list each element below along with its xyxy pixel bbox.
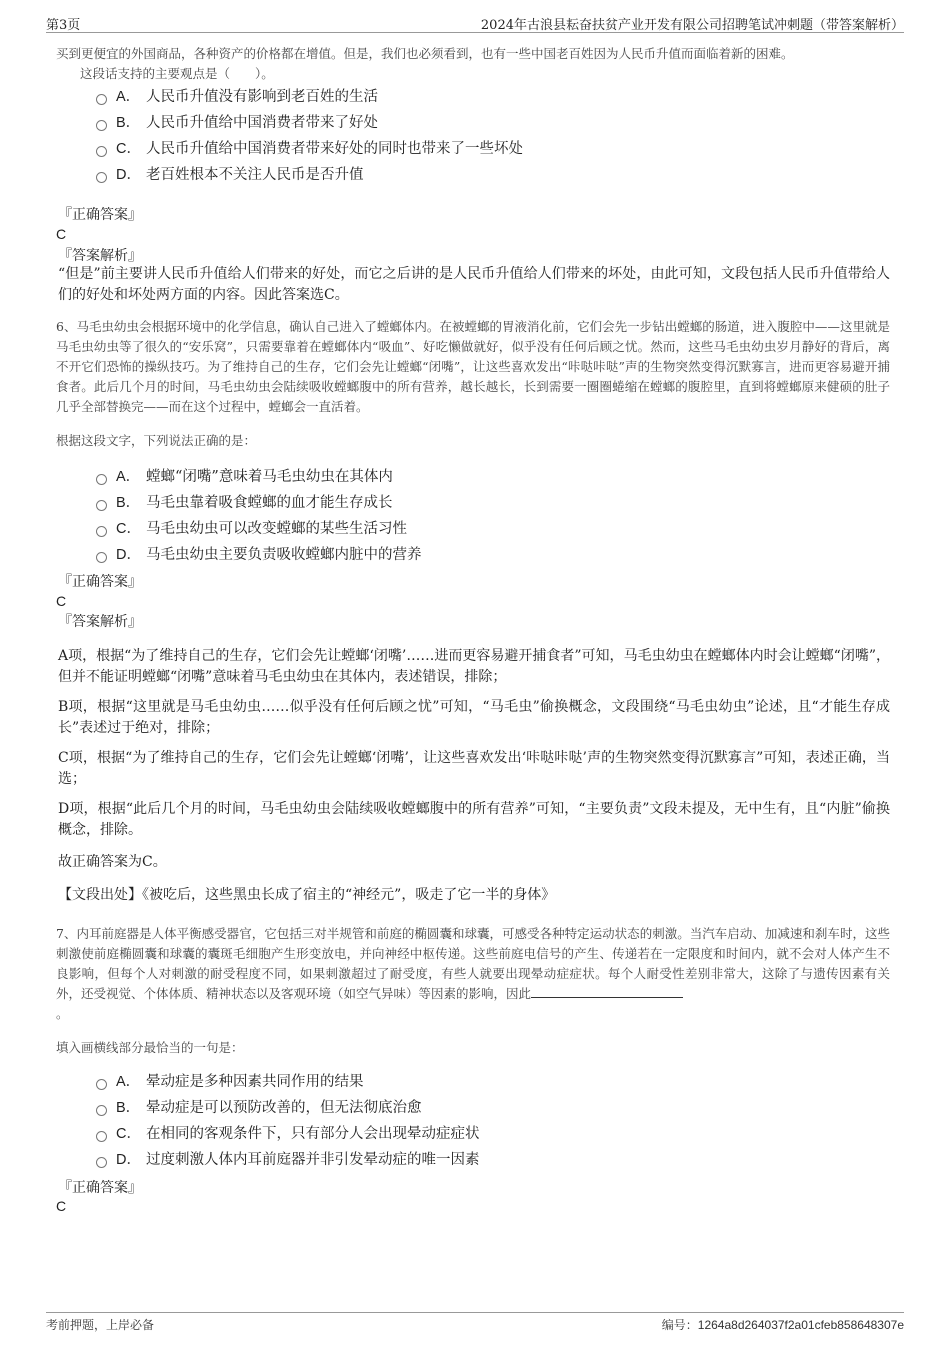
q5-answer-label: 『正确答案』 (58, 207, 142, 223)
q6-option-a[interactable]: A． 螳螂“闭嘴”意味着马毛虫幼虫在其体内 (96, 466, 393, 488)
document-title: 2024年古浪县耘奋扶贫产业开发有限公司招聘笔试冲刺题（带答案解析） (480, 18, 904, 33)
q5-analysis: “但是”前主要讲人民币升值给人们带来的好处，而它之后讲的是人民币升值给人们带来的坏处，由此可知，文段包括人民币升值带给人们的好处和坏处两方面的内容。因此答案选C。 (58, 266, 890, 303)
q7-option-d[interactable]: D． 过度刺激人体内耳前庭器并非引发晕动症的唯一因素 (96, 1149, 480, 1171)
q7-option-a[interactable]: A． 晕动症是多种因素共同作用的结果 (96, 1071, 364, 1093)
q6-passage: 6、马毛虫幼虫会根据环境中的化学信息，确认自己进入了螳螂体内。在被螳螂的胃液消化前，它们会先一步钻出螳螂的肠道，进入腹腔中——这里就是马毛虫幼虫等了很久的“安乐窝”，只需要靠着在螳螂体内“吸血”、好吃懒做就好，似乎没有任何后顾之忧。然而，这些马毛虫幼虫岁月静好的背后，离不开它们恐怖的操纵技巧。为了维持自己的生存，它们会先让螳螂“闭嘴”，让这些喜欢发出“咔哒咔哒”声的生物突然变得沉默寡言，进而更容易避开捕食者。此后几个月的时间，马毛虫幼虫会陆续吸收螳螂腹中的所有营养，越长越长，长到需要一圈圈蜷缩在螳螂的腹腔里，直到将螳螂原来健硕的肚子几乎全部替换完——而在这个过程中，螳螂会一直活着。 (56, 319, 890, 414)
q6-analysis-d: D项，根据“此后几个月的时间，马毛虫幼虫会陆续吸收螳螂腹中的所有营养”可知，“主要负责”文段未提及，无中生有，且“内脏”偷换概念，排除。 (58, 801, 890, 838)
q6-analysis-a: A项，根据“为了维持自己的生存，它们会先让螳螂‘闭嘴’……进而更容易避开捕食者”可知，马毛虫幼虫在螳螂体内时会让螳螂“闭嘴”，但并不能证明螳螂“闭嘴”意味着马毛虫幼虫在其体内，表述错误，排除； (58, 648, 890, 685)
q7-passage: 7、内耳前庭器是人体平衡感受器官，它包括三对半规管和前庭的椭圆囊和球囊，可感受各种特定运动状态的刺激。当汽车启动、加减速和刹车时，这些刺激使前庭椭圆囊和球囊的囊斑毛细胞产生形变放电，并向神经中枢传递。这些前庭电信号的产生、传递若在一定限度和时间内，就不会对人体产生不良影响，但每个人对刺激的耐受程度不同，如果刺激超过了耐受度，有些人就要出现晕动症症状。每个人耐受性差别非常大，这除了与遗传因素有关外，还受视觉、个体体质、精神状态以及客观环境（如空气异味）等因素的影响，因此 。 (56, 926, 890, 1021)
page-number: 第3页 (46, 18, 81, 33)
radio-icon[interactable] (96, 526, 107, 537)
q6-source: 【文段出处】《被吃后，这些黑虫长成了宿主的“神经元”，吸走了它一半的身体》 (58, 887, 556, 903)
radio-icon[interactable] (96, 474, 107, 485)
radio-icon[interactable] (96, 1131, 107, 1142)
radio-icon[interactable] (96, 146, 107, 157)
q6-answer: C (56, 593, 67, 609)
q6-answer-label: 『正确答案』 (58, 574, 142, 590)
q5-option-c[interactable]: C． 人民币升值给中国消费者带来好处的同时也带来了一些坏处 (96, 138, 523, 160)
q7-question: 填入画横线部分最恰当的一句是： (56, 1040, 244, 1055)
q5-analysis-label: 『答案解析』 (58, 248, 142, 264)
q6-analysis-label: 『答案解析』 (58, 614, 142, 630)
answer-blank (531, 985, 683, 998)
q6-analysis-c: C项，根据“为了维持自己的生存，它们会先让螳螂‘闭嘴’，让这些喜欢发出‘咔哒咔哒’声的生物突然变得沉默寡言”可知，表述正确，当选； (58, 750, 890, 787)
radio-icon[interactable] (96, 500, 107, 511)
q5-answer: C (56, 226, 67, 242)
q5-question: 这段话支持的主要观点是（ ）。 (80, 66, 274, 81)
radio-icon[interactable] (96, 94, 107, 105)
document-code: 编号：1264a8d264037f2a01cfeb858648307e (661, 1318, 904, 1332)
q6-question: 根据这段文字，下列说法正确的是： (56, 433, 257, 448)
page-header (46, 14, 904, 33)
footer-slogan: 考前押题，上岸必备 (46, 1318, 155, 1332)
q6-analysis-b: B项，根据“这里就是马毛虫幼虫……似乎没有任何后顾之忧”可知，“马毛虫”偷换概念，文段围绕“马毛虫幼虫”论述，且“才能生存成长”表述过于绝对，排除； (58, 699, 890, 736)
radio-icon[interactable] (96, 552, 107, 563)
q7-option-c[interactable]: C． 在相同的客观条件下，只有部分人会出现晕动症症状 (96, 1123, 480, 1145)
radio-icon[interactable] (96, 120, 107, 131)
q6-option-d[interactable]: D． 马毛虫幼虫主要负责吸收螳螂内脏中的营养 (96, 544, 422, 566)
q5-option-a[interactable]: A． 人民币升值没有影响到老百姓的生活 (96, 86, 378, 108)
q6-option-b[interactable]: B． 马毛虫靠着吸食螳螂的血才能生存成长 (96, 492, 393, 514)
radio-icon[interactable] (96, 1105, 107, 1116)
radio-icon[interactable] (96, 172, 107, 183)
radio-icon[interactable] (96, 1079, 107, 1090)
q6-conclusion: 故正确答案为C。 (58, 854, 167, 870)
q7-answer-label: 『正确答案』 (58, 1180, 142, 1196)
q5-option-b[interactable]: B． 人民币升值给中国消费者带来了好处 (96, 112, 378, 134)
radio-icon[interactable] (96, 1157, 107, 1168)
q7-answer: C (56, 1198, 67, 1214)
page-footer (46, 1312, 904, 1335)
q5-option-d[interactable]: D． 老百姓根本不关注人民币是否升值 (96, 164, 364, 186)
q7-option-b[interactable]: B． 晕动症是可以预防改善的，但无法彻底治愈 (96, 1097, 422, 1119)
q6-option-c[interactable]: C． 马毛虫幼虫可以改变螳螂的某些生活习性 (96, 518, 407, 540)
q5-passage: 买到更便宜的外国商品，各种资产的价格都在增值。但是，我们也必须看到，也有一些中国老百姓因为人民币升值而面临着新的困难。 (56, 46, 794, 61)
